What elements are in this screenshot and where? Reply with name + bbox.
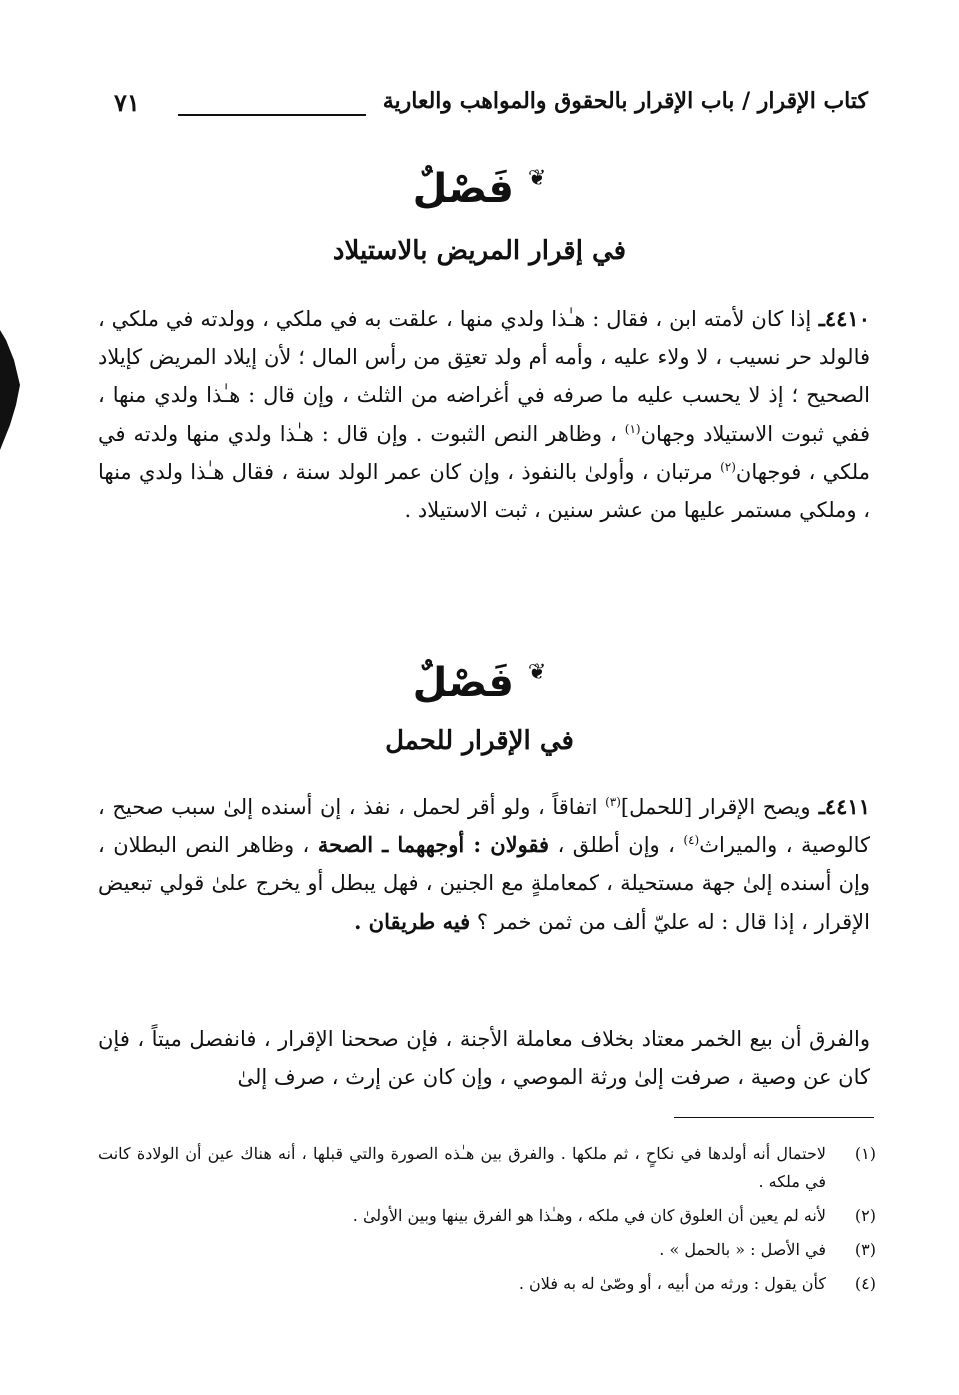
ornament-flourish: ❦ <box>527 660 547 685</box>
footnote-ref: (٢) <box>720 459 736 474</box>
footnote-text: في الأصل : « بالحمل » . <box>659 1240 826 1259</box>
paragraph-text: ويصح الإقرار [للحمل] <box>620 795 811 819</box>
paragraph-bold-text: فقولان : أوجههما ـ الصحة <box>317 832 550 858</box>
running-title: كتاب الإقرار / باب الإقرار بالحقوق والمواهب والعارية <box>382 88 868 114</box>
section-title: في إقرار المريض بالاستيلاد <box>332 236 627 266</box>
number-dash: ـ <box>811 306 825 331</box>
paragraph-text: ، وظاهر النص الثبوت . وإن قال : هـٰذا ولدي منها ولدته في ملكي ، فوجهان <box>98 421 870 484</box>
footnote-number: (٤) <box>854 1274 876 1293</box>
footnote-text: لأنه لم يعين أن العلوق كان في ملكه ، وهـٰذا هو الفرق بينها وبين الأولىٰ . <box>352 1206 826 1225</box>
paragraph <box>98 300 870 529</box>
footnote-text: كأن يقول : ورثه من أبيه ، أو وصّىٰ له به فلان . <box>518 1274 826 1293</box>
footnote-separator <box>674 1117 874 1118</box>
ornament-flourish: ❦ <box>527 166 547 191</box>
scan-edge-shadow <box>0 330 22 450</box>
section-ornament <box>0 660 959 706</box>
number-dash: ـ <box>810 794 825 819</box>
paragraph-number: ٤٤١١ <box>824 794 870 819</box>
footnote <box>98 1202 878 1230</box>
paragraph-text: اتفاقاً ، ولو أقر لحمل ، نفذ ، إن أسنده إلىٰ سبب صحيح ، كالوصية ، والميراث <box>98 795 871 858</box>
page-number: ٧١ <box>114 88 140 117</box>
paragraph-number: ٤٤١٠ <box>824 306 870 331</box>
footnote-number: (٣) <box>854 1240 876 1259</box>
footnote-ref: (٤) <box>683 833 700 848</box>
paragraph-text: ، وظاهر النص البطلان ، وإن أسنده إلىٰ جهة مستحيلة ، كمعاملةٍ مع الجنين ، فهل يبطل أو يخرج علىٰ قولي تبعيض الإقرار ، إذا قال : له عليّ ألف من ثمن خمر ؟ <box>98 833 870 934</box>
footnote-text: لاحتمال أنه أولدها في نكاحٍ ، ثم ملكها . والفرق بين هـٰذه الصورة والتي قبلها ، أنه هناك عين أن الولادة كانت في ملكه . <box>98 1144 827 1191</box>
footnote <box>98 1236 878 1264</box>
footnote <box>98 1270 878 1298</box>
running-header <box>108 88 868 128</box>
footnote-number: (١) <box>854 1144 876 1163</box>
paragraph-text: إذا كان لأمته ابن ، فقال : هـٰذا ولدي منها ، علقت به في ملكي ، وولدته في ملكي ، فالولد حر نسيب ، لا ولاء عليه ، وأمه أم ولد تعتِق من رأس المال ؛ لأن إيلاد المريض كإيلاد الصحيح ؛ إذ لا يحسب عليه ما صرفه في أغراضه من الثلث ، وإن قال : هـٰذا ولدي منها ، ففي ثبوت الاستيلاد وجهان <box>98 307 870 446</box>
header-rule <box>178 114 366 116</box>
footnote-ref: (٣) <box>605 795 621 809</box>
paragraph-text: مرتبان ، وأولىٰ بالنفوذ ، وإن كان عمر الولد سنة ، فقال هـٰذا ولدي منها ، وملكي مستمر عليها من عشر سنين ، ثبت الاستيلاد . <box>98 459 870 523</box>
ornament-word: فَصْلٌ <box>412 660 514 706</box>
paragraph-text: ، وإن أطلق ، <box>557 833 675 858</box>
paragraph-text: والفرق أن بيع الخمر معتاد بخلاف معاملة الأجنة ، فإن صححنا الإقرار ، فانفصل ميتاً ، فإن كان عن وصية ، صرفت إلىٰ ورثة الموصي ، وإن كان عن إرث ، صرف إلىٰ <box>98 1027 870 1090</box>
paragraph <box>98 788 870 941</box>
paragraph <box>98 1020 870 1096</box>
paragraph-bold-text: فيه طريقان . <box>354 908 471 934</box>
section-ornament <box>0 166 959 212</box>
footnote-number: (٢) <box>854 1206 876 1225</box>
section-title: في الإقرار للحمل <box>385 726 574 756</box>
footnote-ref: (١) <box>624 421 641 436</box>
footnotes <box>98 1140 878 1304</box>
footnote <box>98 1140 878 1196</box>
ornament-word: فَصْلٌ <box>412 166 514 212</box>
